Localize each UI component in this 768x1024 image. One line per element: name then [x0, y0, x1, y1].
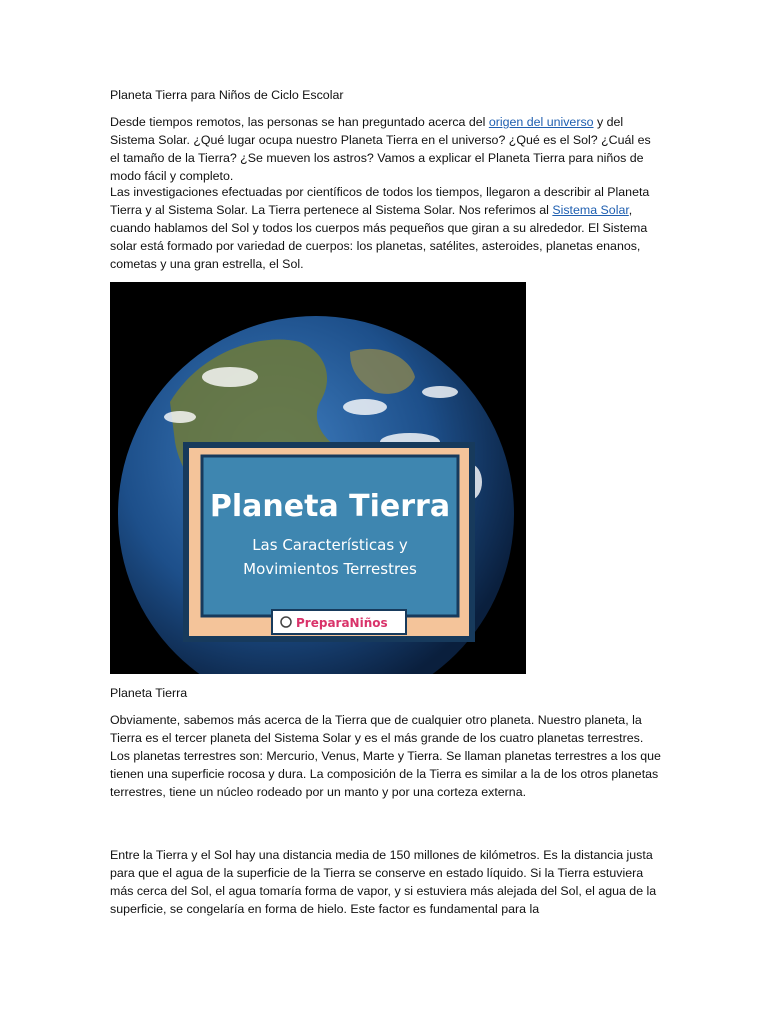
intro-paragraph [110, 113, 662, 185]
investigaciones-text-2: , cuando hablamos del Sol y todos los cuerpos más pequeños que giran a su alrededor. El Sistema solar está formado por variedad de cuerpos: los planetas, satélites, asteroides, planetas enanos, cometas y una gran estrella, el Sol. [110, 203, 648, 271]
intro-text-2: y del Sistema Solar. ¿Qué lugar ocupa nuestro Planeta Tierra en el universo? ¿Qué es el Sol? ¿Cuál es el tamaño de la Tierra? ¿Se mueven los astros? Vamos a explicar el Planeta Tierra para niños de modo fácil y completo. [110, 115, 651, 183]
card-subtitle-1: Las Características y [252, 536, 408, 554]
image-caption: Planeta Tierra [110, 686, 188, 700]
distancia-paragraph [110, 846, 662, 918]
card-subtitle-2: Movimientos Terrestres [243, 560, 417, 578]
earth-illustration [110, 282, 526, 674]
investigaciones-text-1: Las investigaciones efectuadas por científicos de todos los tiempos, llegaron a describir al Planeta Tierra y al Sistema Solar. La Tierra pertenece al Sistema Solar. Nos referimos al [110, 185, 650, 217]
origen-universo-link[interactable]: origen del universo [488, 115, 594, 129]
obviamente-paragraph [110, 711, 662, 801]
planeta-tierra-image [110, 282, 526, 674]
investigaciones-paragraph [110, 183, 662, 273]
brand-label: PreparaNiños [296, 616, 388, 630]
card-heading: Planeta Tierra [209, 489, 451, 524]
obviamente-text: Obviamente, sabemos más acerca de la Tierra que de cualquier otro planeta. Nuestro planeta, la Tierra es el tercer planeta del Sistema Solar y es el más grande de los cuatro planetas terrestres. Los planetas terrestres son: Mercurio, Venus, Marte y Tierra. Se llaman planetas terrestres a los que tienen una superficie rocosa y dura. La composición de la Tierra es similar a la de los otros planetas terrestres, tiene un núcleo rodeado por un manto y por una corteza externa. [110, 713, 661, 799]
intro-text-1: Desde tiempos remotos, las personas se han preguntado acerca del [110, 115, 489, 129]
sistema-solar-link[interactable]: Sistema Solar [552, 203, 629, 217]
distancia-text: Entre la Tierra y el Sol hay una distancia media de 150 millones de kilómetros. Es la distancia justa para que el agua de la superficie de la Tierra se conserve en estado líquido. Si la Tierra estuviera más cerca del Sol, el agua tomaría forma de vapor, y si estuviera más alejada del Sol, el agua de la superficie, se congelaría en forma de hielo. Este factor es fundamental para la [110, 848, 657, 916]
document-title: Planeta Tierra para Niños de Ciclo Escolar [110, 88, 344, 102]
